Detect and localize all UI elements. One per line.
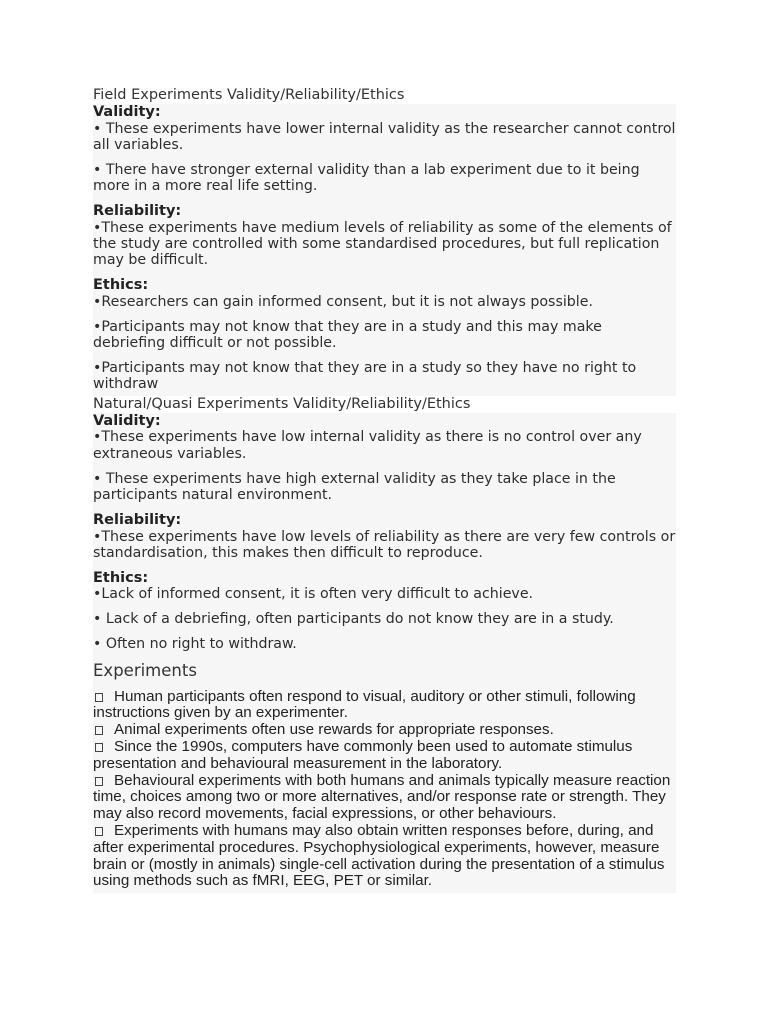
checkbox-bullet-icon <box>95 777 103 786</box>
experiments-list-item <box>93 689 676 723</box>
experiments-list-item-text: Experiments with humans may also obtain written responses before, during, and after experimental procedures. Psychophysiological experiments, however, measure brain or (mostly in animals) single-cell activation during the presentation of a stimulus using methods such as fMRI, EEG, PET or similar. <box>93 821 665 890</box>
field-validity-point-1: • These experiments have lower internal validity as the researcher cannot control all variables. <box>93 120 676 153</box>
experiments-list-item <box>93 739 676 773</box>
natural-validity-point-1: •These experiments have low internal validity as there is no control over any extraneous variables. <box>93 429 642 462</box>
field-experiments-panel <box>93 104 676 396</box>
experiments-list-item-text: Animal experiments often use rewards for appropriate responses. <box>114 721 554 739</box>
checkbox-bullet-icon <box>95 827 103 836</box>
checkbox-bullet-icon <box>95 726 103 735</box>
checkbox-bullet-icon <box>95 743 103 752</box>
experiments-list-item <box>93 722 676 739</box>
field-reliability-label: Reliability: <box>93 203 182 220</box>
field-ethics-point-3: •Participants may not know that they are in a study so they have no right to withdraw <box>93 360 637 393</box>
field-validity-point-2: • There have stronger external validity than a lab experiment due to it being more in a more real life setting. <box>93 161 640 195</box>
natural-ethics-point-2: • Lack of a debriefing, often participants do not know they are in a study. <box>93 611 614 628</box>
natural-validity-point-2: • These experiments have high external validity as they take place in the participants natural environment. <box>93 470 616 504</box>
field-ethics-label: Ethics: <box>93 277 149 294</box>
natural-experiments-panel <box>93 413 676 893</box>
field-ethics-point-2: •Participants may not know that they are in a study and this may make debriefing difficult or not possible. <box>93 318 602 352</box>
natural-experiments-heading: Natural/Quasi Experiments Validity/Reliability/Ethics <box>93 395 471 412</box>
field-ethics-point-1: •Researchers can gain informed consent, but it is not always possible. <box>93 293 593 310</box>
document-page <box>93 87 676 893</box>
natural-ethics-label: Ethics: <box>93 569 149 586</box>
experiments-list-item-text: Human participants often respond to visual, auditory or other stimuli, following instructions given by an experimenter. <box>93 687 636 722</box>
experiments-list-item-text: Since the 1990s, computers have commonly been used to automate stimulus presentation and behavioural measurement in the laboratory. <box>93 737 633 772</box>
natural-reliability-point-1: •These experiments have low levels of reliability as there are very few controls or standardisation, this makes then difficult to reproduce. <box>93 528 676 561</box>
experiments-list-item <box>93 823 676 890</box>
natural-validity-label: Validity: <box>93 412 161 429</box>
experiments-list-item <box>93 773 676 823</box>
field-experiments-heading: Field Experiments Validity/Reliability/Ethics <box>93 87 405 103</box>
natural-ethics-point-1: •Lack of informed consent, it is often very difficult to achieve. <box>93 586 534 603</box>
field-validity-label: Validity: <box>93 104 161 120</box>
experiments-list-item-text: Behavioural experiments with both humans and animals typically measure reaction time, choices among two or more alternatives, and/or response rate or strength. They may also record movements, facial expressions, or other behaviours. <box>93 771 671 823</box>
natural-ethics-point-3: • Often no right to withdraw. <box>93 636 297 653</box>
natural-reliability-label: Reliability: <box>93 512 182 528</box>
checkbox-bullet-icon <box>95 693 103 702</box>
experiments-heading: Experiments <box>93 660 197 680</box>
field-reliability-point-1: •These experiments have medium levels of reliability as some of the elements of the study are controlled with some standardised procedures, but full replication may be difficult. <box>93 219 672 269</box>
experiments-list <box>93 689 676 891</box>
